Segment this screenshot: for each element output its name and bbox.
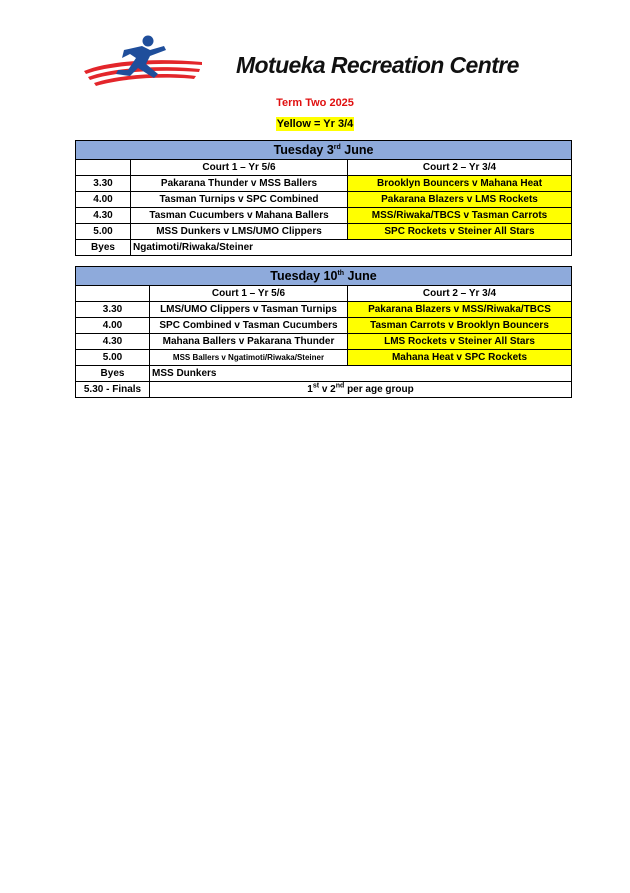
schedule-table-week1: [75, 140, 572, 256]
table-row: [76, 224, 572, 240]
term-label: Term Two 2025: [276, 97, 354, 109]
time-cell: 4.00: [76, 318, 150, 334]
byes-label: Byes: [76, 240, 131, 256]
court2-match: Brooklyn Bouncers v Mahana Heat: [348, 176, 572, 192]
finals-row: [76, 382, 572, 398]
finals-description: 1st v 2nd per age group: [150, 382, 572, 398]
court1-match: Tasman Turnips v SPC Combined: [131, 192, 348, 208]
table-row: [76, 176, 572, 192]
court2-header: Court 2 – Yr 3/4: [348, 160, 572, 176]
court1-match: MSS Ballers v Ngatimoti/Riwaka/Steiner: [150, 350, 348, 366]
court2-header: Court 2 – Yr 3/4: [348, 286, 572, 302]
week1-title: Tuesday 3rd June: [76, 141, 572, 160]
court2-match: SPC Rockets v Steiner All Stars: [348, 224, 572, 240]
court2-match: MSS/Riwaka/TBCS v Tasman Carrots: [348, 208, 572, 224]
byes-row: [76, 366, 572, 382]
court2-match: LMS Rockets v Steiner All Stars: [348, 334, 572, 350]
time-cell: 4.30: [76, 334, 150, 350]
schedule-table-week2: [75, 266, 572, 398]
colour-legend: Yellow = Yr 3/4: [276, 118, 354, 130]
court2-match: Pakarana Blazers v MSS/Riwaka/TBCS: [348, 302, 572, 318]
court1-header: Court 1 – Yr 5/6: [131, 160, 348, 176]
byes-teams: Ngatimoti/Riwaka/Steiner: [131, 240, 572, 256]
time-cell: 4.30: [76, 208, 131, 224]
time-header: [76, 160, 131, 176]
court1-match: MSS Dunkers v LMS/UMO Clippers: [131, 224, 348, 240]
time-cell: 3.30: [76, 176, 131, 192]
time-cell: 5.00: [76, 224, 131, 240]
court2-match: Mahana Heat v SPC Rockets: [348, 350, 572, 366]
time-cell: 3.30: [76, 302, 150, 318]
table-row: [76, 192, 572, 208]
time-cell: 4.00: [76, 192, 131, 208]
court2-match: Pakarana Blazers v LMS Rockets: [348, 192, 572, 208]
finals-time: 5.30 - Finals: [76, 382, 150, 398]
court1-match: Mahana Ballers v Pakarana Thunder: [150, 334, 348, 350]
court1-match: LMS/UMO Clippers v Tasman Turnips: [150, 302, 348, 318]
court1-match: Tasman Cucumbers v Mahana Ballers: [131, 208, 348, 224]
table-row: [76, 318, 572, 334]
table-row: [76, 334, 572, 350]
table-row: [76, 302, 572, 318]
week2-title: Tuesday 10th June: [76, 267, 572, 286]
court1-match: Pakarana Thunder v MSS Ballers: [131, 176, 348, 192]
table-row: [76, 350, 572, 366]
court2-match: Tasman Carrots v Brooklyn Bouncers: [348, 318, 572, 334]
time-header: [76, 286, 150, 302]
centre-name: Motueka Recreation Centre: [236, 52, 519, 78]
court1-match: SPC Combined v Tasman Cucumbers: [150, 318, 348, 334]
running-figure-logo-icon: [80, 34, 206, 86]
byes-row: [76, 240, 572, 256]
byes-teams: MSS Dunkers: [150, 366, 572, 382]
court1-header: Court 1 – Yr 5/6: [150, 286, 348, 302]
time-cell: 5.00: [76, 350, 150, 366]
byes-label: Byes: [76, 366, 150, 382]
table-row: [76, 208, 572, 224]
